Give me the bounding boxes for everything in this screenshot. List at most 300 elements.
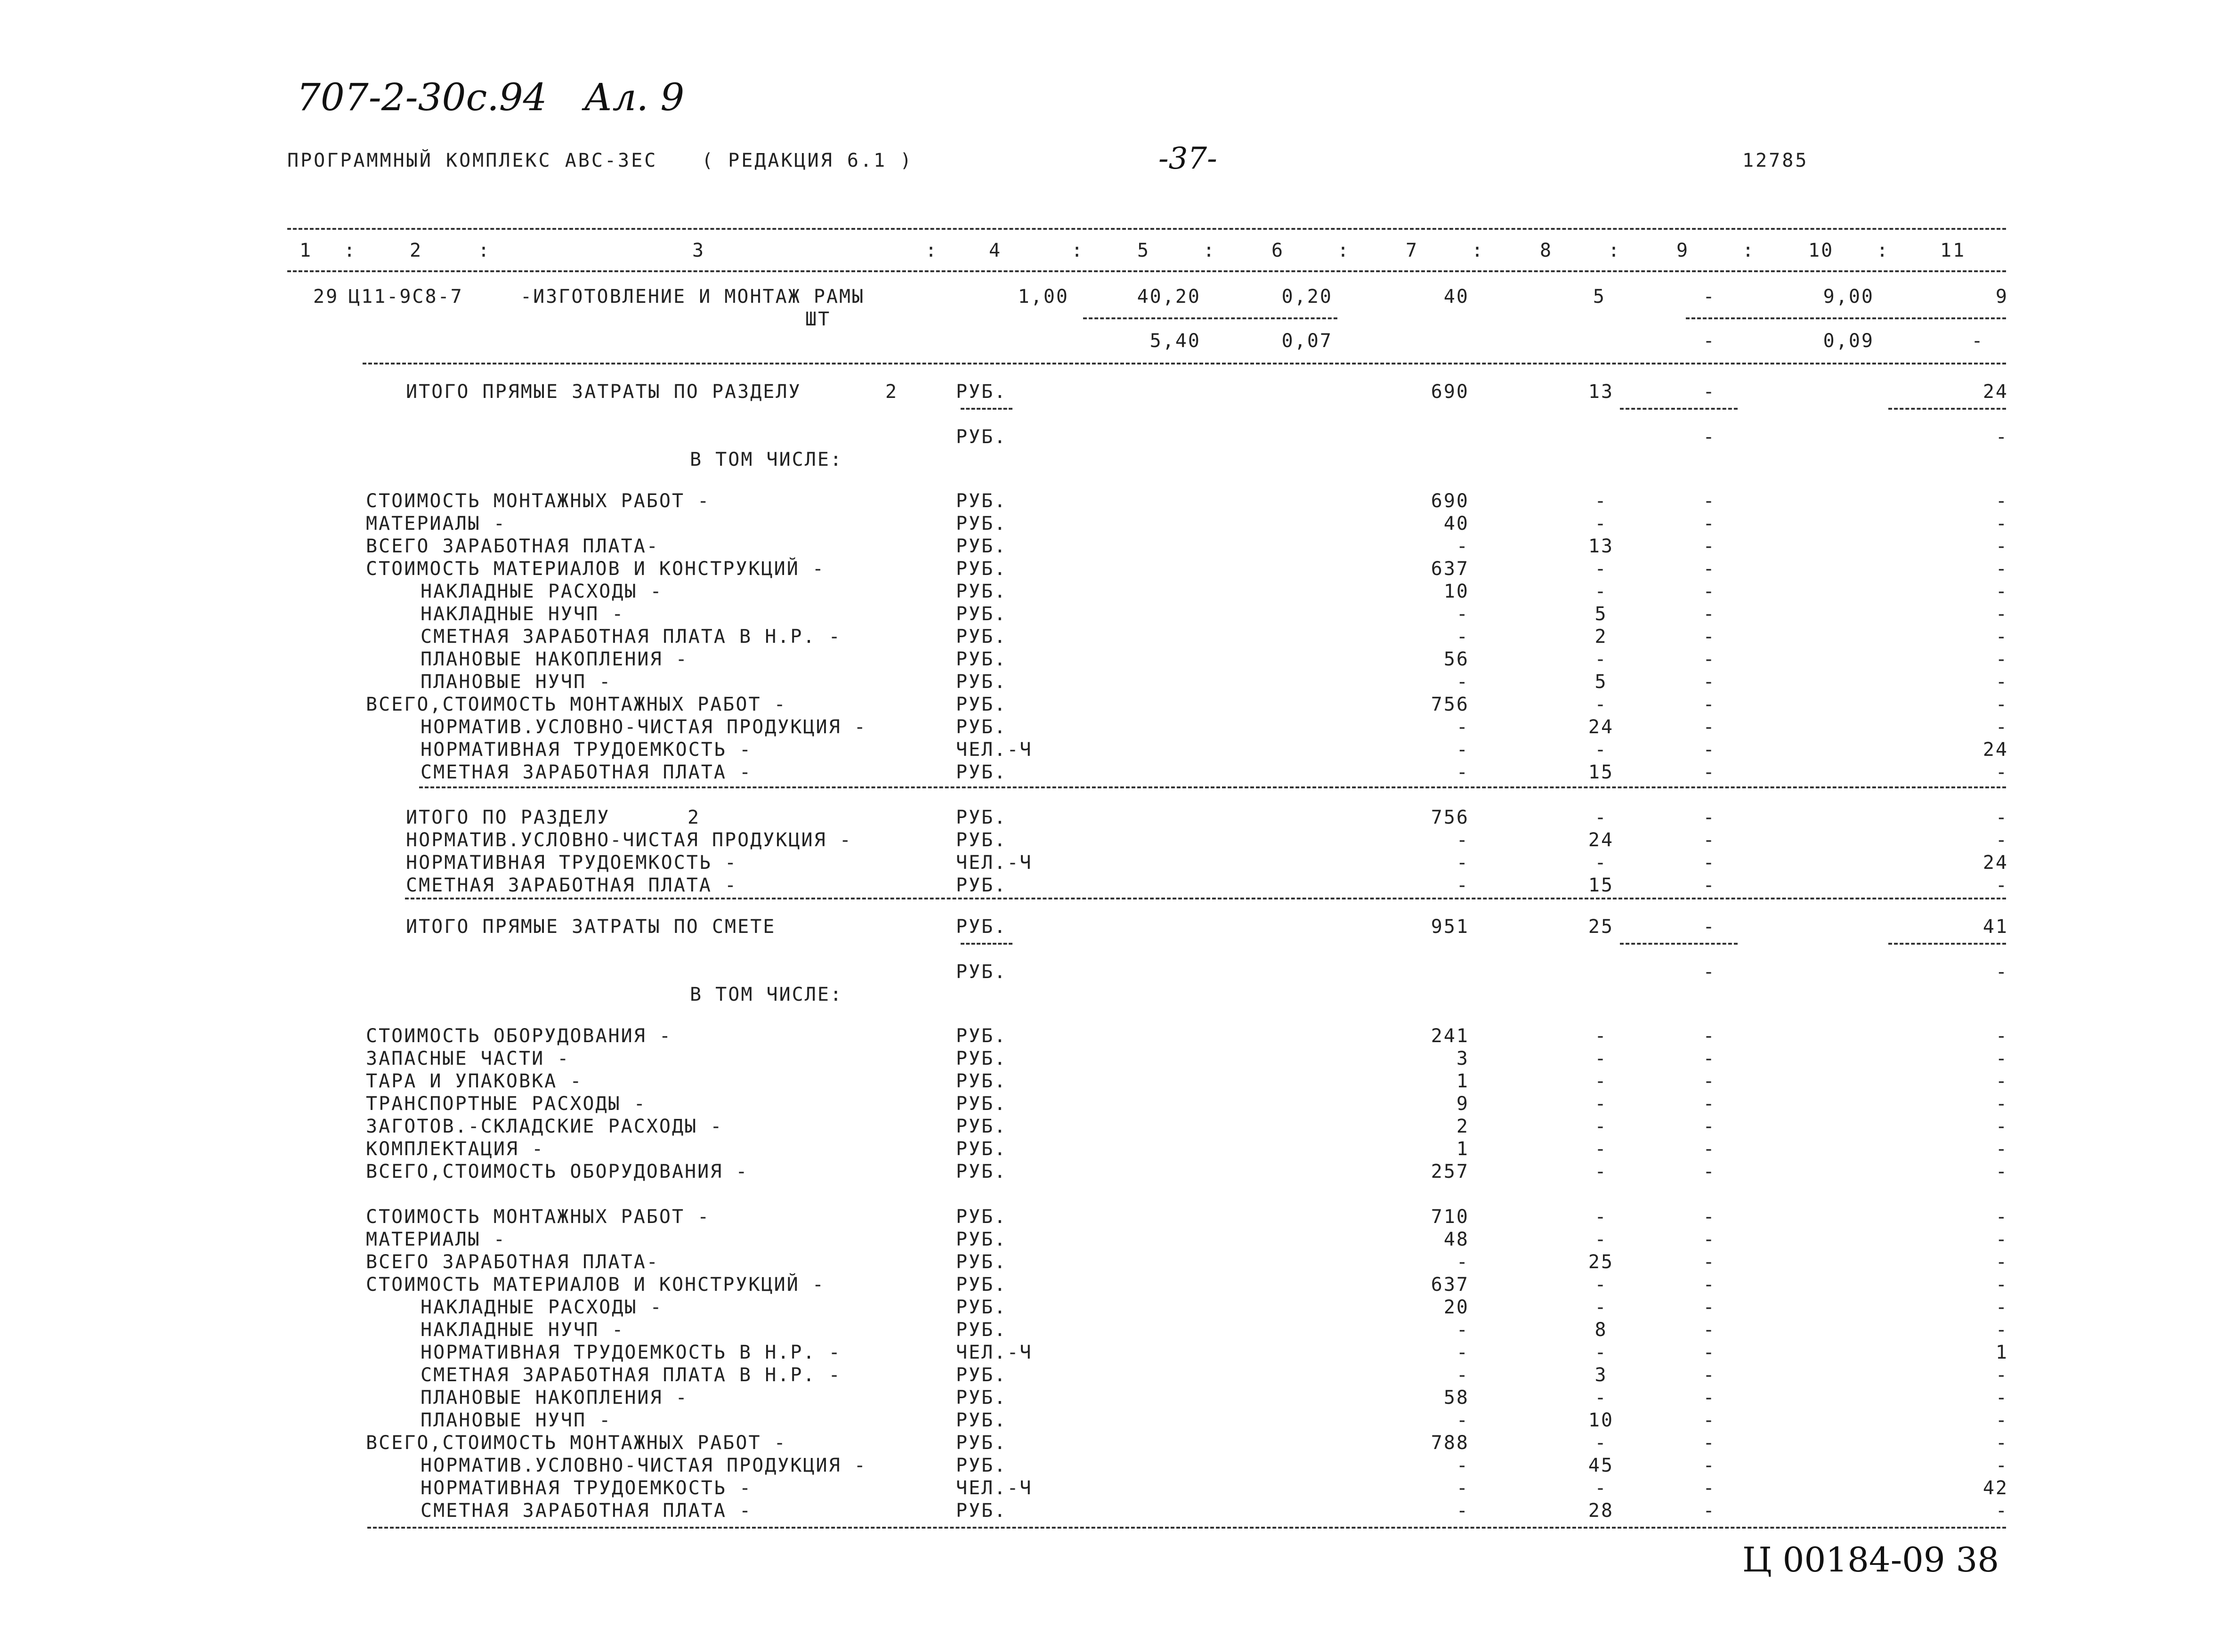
item-c10a: 9,00	[1823, 286, 1874, 308]
row-c11: -	[1995, 648, 2008, 670]
row-unit: РУБ.	[956, 716, 1007, 738]
table-row	[0, 1319, 2225, 1341]
row-label: ИТОГО ПО РАЗДЕЛУ	[406, 807, 610, 828]
table-row	[0, 671, 2225, 693]
row-c7: -	[1456, 535, 1469, 557]
row-c7: 257	[1431, 1161, 1469, 1182]
row-c11: -	[1995, 1161, 2008, 1182]
row-c8: 13	[1588, 535, 1614, 557]
col-num-10: 10	[1808, 240, 1834, 261]
row-label: ПЛАНОВЫЕ НУЧП -	[421, 671, 612, 693]
row-c9: -	[1703, 1432, 1716, 1454]
row-c7: 2	[1456, 1116, 1469, 1137]
row-unit: РУБ.	[956, 535, 1007, 557]
row-unit: РУБ.	[956, 581, 1007, 602]
row-unit: РУБ.	[956, 1229, 1007, 1250]
row-c11: -	[1995, 807, 2008, 828]
row-c8: 24	[1588, 716, 1614, 738]
row-label: НАКЛАДНЫЕ НУЧП -	[421, 603, 625, 625]
row-label: ЗАПАСНЫЕ ЧАСТИ -	[366, 1048, 570, 1069]
row-c11: -	[1995, 1455, 2008, 1476]
item-c5b: 5,40	[1149, 330, 1201, 352]
row-c8: -	[1594, 1070, 1608, 1092]
table-row	[0, 1341, 2225, 1364]
col-num-3: 3	[692, 240, 705, 261]
row-label: НОРМАТИВ.УСЛОВНО-ЧИСТАЯ ПРОДУКЦИЯ -	[421, 716, 867, 738]
sheet-label: Ал. 9	[584, 75, 685, 119]
row-label: КОМПЛЕКТАЦИЯ -	[366, 1138, 545, 1160]
row-c9: -	[1703, 716, 1716, 738]
subtotal-underline	[1888, 408, 2006, 410]
row-label: СМЕТНАЯ ЗАРАБОТНАЯ ПЛАТА -	[406, 875, 738, 896]
row-c8: -	[1594, 648, 1608, 670]
subtotal-underline	[1620, 943, 1738, 945]
row-c11: -	[1995, 603, 2008, 625]
row-unit: РУБ.	[956, 1093, 1007, 1115]
row-c8: -	[1594, 1477, 1608, 1499]
row-unit: РУБ.	[956, 426, 1007, 448]
row-c7: 3	[1456, 1048, 1469, 1069]
row-label: ВСЕГО ЗАРАБОТНАЯ ПЛАТА-	[366, 535, 659, 557]
program-name: ПРОГРАММНЫЙ КОМПЛЕКС АВС-ЗЕС	[287, 150, 658, 171]
item-c11b: -	[1971, 330, 1984, 352]
row-unit: РУБ.	[956, 1432, 1007, 1454]
row-c7: -	[1456, 875, 1469, 896]
row-unit: РУБ.	[956, 961, 1007, 983]
row-label: СМЕТНАЯ ЗАРАБОТНАЯ ПЛАТА В Н.Р. -	[421, 1364, 841, 1386]
row-c9: -	[1703, 1296, 1716, 1318]
table-row	[0, 1206, 2225, 1228]
row-c7: 1	[1456, 1138, 1469, 1160]
item-c8: 5	[1593, 286, 1606, 308]
row-c8: 15	[1588, 761, 1614, 783]
row-c7: -	[1456, 671, 1469, 693]
item-c6b: 0,07	[1281, 330, 1333, 352]
row-c9: -	[1703, 694, 1716, 715]
row-c8: 25	[1588, 1251, 1614, 1273]
row-c9: -	[1703, 875, 1716, 896]
row-unit: РУБ.	[956, 1161, 1007, 1182]
row-c9: -	[1703, 581, 1716, 602]
row-c11: -	[1995, 875, 2008, 896]
row-c11: -	[1995, 671, 2008, 693]
section-rule	[363, 363, 2006, 364]
row-label: ИТОГО ПРЯМЫЕ ЗАТРАТЫ ПО СМЕТЕ	[406, 916, 776, 938]
item-qty: 1,00	[1018, 286, 1069, 308]
row-c11: -	[1995, 535, 2008, 557]
row-c8: -	[1594, 852, 1608, 874]
row-unit: РУБ.	[956, 1455, 1007, 1476]
row-c9: -	[1703, 558, 1716, 580]
row-c8: -	[1594, 1116, 1608, 1137]
row-c9: -	[1703, 961, 1716, 983]
row-c8: 13	[1588, 381, 1614, 403]
row-unit: РУБ.	[956, 490, 1007, 512]
table-row	[0, 1160, 2225, 1183]
table-row	[0, 381, 2225, 403]
row-c7: 637	[1431, 1274, 1469, 1296]
row-label: СТОИМОСТЬ МАТЕРИАЛОВ И КОНСТРУКЦИЙ -	[366, 1274, 825, 1296]
row-c9: -	[1703, 1342, 1716, 1363]
item-c7: 40	[1443, 286, 1469, 308]
row-unit: ЧЕЛ.-Ч	[956, 739, 1033, 761]
table-row	[0, 1093, 2225, 1115]
col-sep: :	[1742, 240, 1756, 261]
row-unit: РУБ.	[956, 829, 1007, 851]
row-unit: РУБ.	[956, 875, 1007, 896]
row-c8: -	[1594, 581, 1608, 602]
row-c11: 42	[1982, 1477, 2008, 1499]
row-c7: -	[1456, 852, 1469, 874]
row-c11: -	[1995, 1432, 2008, 1454]
col-num-4: 4	[989, 240, 1002, 261]
row-c8: 15	[1588, 875, 1614, 896]
section-rule	[405, 898, 2006, 899]
col-num-11: 11	[1940, 240, 1966, 261]
row-c7: -	[1456, 1477, 1469, 1499]
row-unit: РУБ.	[956, 916, 1007, 938]
table-row	[0, 558, 2225, 580]
col-sep: :	[1071, 240, 1084, 261]
table-row	[0, 1499, 2225, 1522]
row-c7: 241	[1431, 1025, 1469, 1047]
row-c9: -	[1703, 916, 1716, 938]
table-row	[0, 490, 2225, 512]
row-c8: -	[1594, 1093, 1608, 1115]
row-c8: 2	[1594, 626, 1608, 648]
item-c10b: 0,09	[1823, 330, 1874, 352]
table-row	[0, 625, 2225, 648]
row-c7: -	[1456, 1251, 1469, 1273]
table-row	[0, 874, 2225, 897]
col-sep: :	[1877, 240, 1890, 261]
row-c9: -	[1703, 1477, 1716, 1499]
table-row	[0, 1047, 2225, 1070]
table-top-rule	[287, 228, 2006, 230]
row-unit: РУБ.	[956, 1500, 1007, 1522]
row-label: НОРМАТИВНАЯ ТРУДОЕМКОСТЬ -	[406, 852, 738, 874]
row-label: СТОИМОСТЬ МОНТАЖНЫХ РАБОТ -	[366, 1206, 711, 1228]
row-c7: 58	[1443, 1387, 1469, 1409]
table-row	[0, 716, 2225, 738]
row-unit: РУБ.	[956, 1364, 1007, 1386]
row-c7: 690	[1431, 490, 1469, 512]
row-c7: 756	[1431, 807, 1469, 828]
table-row	[0, 1251, 2225, 1273]
row-c8: -	[1594, 1342, 1608, 1363]
table-row	[0, 1115, 2225, 1138]
row-unit: ЧЕЛ.-Ч	[956, 852, 1033, 874]
row-unit: РУБ.	[956, 1070, 1007, 1092]
row-label: СМЕТНАЯ ЗАРАБОТНАЯ ПЛАТА -	[421, 761, 752, 783]
row-c9: -	[1703, 829, 1716, 851]
row-c9: -	[1703, 1093, 1716, 1115]
row-label: СТОИМОСТЬ МОНТАЖНЫХ РАБОТ -	[366, 490, 711, 512]
col-sep: :	[1608, 240, 1621, 261]
row-c7: -	[1456, 761, 1469, 783]
row-c8: -	[1594, 1048, 1608, 1069]
col-num-9: 9	[1676, 240, 1690, 261]
row-label: ПЛАНОВЫЕ НАКОПЛЕНИЯ -	[421, 1387, 688, 1409]
table-row	[0, 1477, 2225, 1499]
row-c9: -	[1703, 1116, 1716, 1137]
row-c8: -	[1594, 1206, 1608, 1228]
row-unit: РУБ.	[956, 807, 1007, 828]
row-c11: -	[1995, 581, 2008, 602]
col-num-2: 2	[410, 240, 423, 261]
row-c7: 690	[1431, 381, 1469, 403]
row-c11: -	[1995, 1274, 2008, 1296]
row-c11: -	[1995, 1048, 2008, 1069]
row-c11: -	[1995, 513, 2008, 534]
row-c11: -	[1995, 1093, 2008, 1115]
row-unit: РУБ.	[956, 694, 1007, 715]
row-c7: 1	[1456, 1070, 1469, 1092]
table-row	[0, 648, 2225, 671]
row-label: В ТОМ ЧИСЛЕ:	[690, 984, 843, 1005]
subtotal-underline	[1620, 408, 1738, 410]
row-c7: -	[1456, 716, 1469, 738]
row-label: ВСЕГО ЗАРАБОТНАЯ ПЛАТА-	[366, 1251, 659, 1273]
table-row	[0, 1070, 2225, 1093]
row-label: СТОИМОСТЬ ОБОРУДОВАНИЯ -	[366, 1025, 672, 1047]
table-row	[0, 738, 2225, 761]
table-row	[0, 961, 2225, 983]
row-c8: -	[1594, 1387, 1608, 1409]
row-c9: -	[1703, 1387, 1716, 1409]
row-label: НАКЛАДНЫЕ НУЧП -	[421, 1319, 625, 1341]
item-sub-rule	[1686, 317, 2006, 319]
row-c8: -	[1594, 558, 1608, 580]
row-unit: РУБ.	[956, 513, 1007, 534]
row-label: НОРМАТИВНАЯ ТРУДОЕМКОСТЬ -	[421, 739, 752, 761]
row-label: МАТЕРИАЛЫ -	[366, 1229, 506, 1250]
item-second-row	[0, 330, 2225, 352]
row-unit: РУБ.	[956, 1296, 1007, 1318]
row-c9: -	[1703, 739, 1716, 761]
row-c9: -	[1703, 1319, 1716, 1341]
table-row	[0, 1228, 2225, 1251]
row-c8: -	[1594, 1229, 1608, 1250]
row-unit: РУБ.	[956, 1274, 1007, 1296]
row-c9: -	[1703, 1229, 1716, 1250]
row-c9: -	[1703, 490, 1716, 512]
row-c7: -	[1456, 626, 1469, 648]
row-unit: РУБ.	[956, 1138, 1007, 1160]
row-c8: -	[1594, 1296, 1608, 1318]
row-c11: -	[1995, 1251, 2008, 1273]
row-c7: 9	[1456, 1093, 1469, 1115]
row-label: ВСЕГО,СТОИМОСТЬ ОБОРУДОВАНИЯ -	[366, 1161, 749, 1182]
row-c8: -	[1594, 490, 1608, 512]
row-c8: -	[1594, 739, 1608, 761]
table-row	[0, 1025, 2225, 1047]
row-c7: 20	[1443, 1296, 1469, 1318]
row-c11: -	[1995, 694, 2008, 715]
col-sep: :	[1472, 240, 1485, 261]
row-label: ПЛАНОВЫЕ НАКОПЛЕНИЯ -	[421, 648, 688, 670]
row-label: СМЕТНАЯ ЗАРАБОТНАЯ ПЛАТА В Н.Р. -	[421, 626, 841, 648]
table-row	[0, 1409, 2225, 1432]
row-c11: 41	[1982, 916, 2008, 938]
row-c8: 28	[1588, 1500, 1614, 1522]
row-c9: -	[1703, 1500, 1716, 1522]
row-c7: 40	[1443, 513, 1469, 534]
row-label: СМЕТНАЯ ЗАРАБОТНАЯ ПЛАТА -	[421, 1500, 752, 1522]
row-c8: 8	[1594, 1319, 1608, 1341]
table-header-rule	[287, 270, 2006, 272]
row-c9: -	[1703, 626, 1716, 648]
row-c8: 3	[1594, 1364, 1608, 1386]
item-unit: ШТ	[805, 308, 831, 330]
row-c11: -	[1995, 1229, 2008, 1250]
row-c9: -	[1703, 426, 1716, 448]
table-row	[0, 603, 2225, 625]
row-label: НАКЛАДНЫЕ РАСХОДЫ -	[421, 581, 663, 602]
footer-stamp: Ц 00184-09 38	[1742, 1540, 1999, 1579]
row-c7: 637	[1431, 558, 1469, 580]
row-c8: -	[1594, 1025, 1608, 1047]
row-c9: -	[1703, 1025, 1716, 1047]
row-c8: -	[1594, 1274, 1608, 1296]
row-unit: РУБ.	[956, 1048, 1007, 1069]
row-label: МАТЕРИАЛЫ -	[366, 513, 506, 534]
row-label: НАКЛАДНЫЕ РАСХОДЫ -	[421, 1296, 663, 1318]
col-sep: :	[478, 240, 491, 261]
item-c11: 9	[1995, 286, 2008, 308]
document-code: 707-2-30с.94	[297, 75, 547, 119]
row-c11: -	[1995, 829, 2008, 851]
row-c11: -	[1995, 961, 2008, 983]
row-unit: РУБ.	[956, 648, 1007, 670]
item-row	[0, 285, 2225, 308]
row-c7: 710	[1431, 1206, 1469, 1228]
row-c7: 56	[1443, 648, 1469, 670]
row-unit: РУБ.	[956, 761, 1007, 783]
table-row	[0, 761, 2225, 784]
row-c7: -	[1456, 1364, 1469, 1386]
table-row	[0, 851, 2225, 874]
row-label: ПЛАНОВЫЕ НУЧП -	[421, 1409, 612, 1431]
table-row	[0, 829, 2225, 851]
row-c7: 788	[1431, 1432, 1469, 1454]
row-c9: -	[1703, 852, 1716, 874]
row-unit: РУБ.	[956, 1409, 1007, 1431]
row-c8: 25	[1588, 916, 1614, 938]
table-bottom-rule	[367, 1527, 2006, 1529]
item-number: 29	[313, 286, 339, 308]
row-label: НОРМАТИВНАЯ ТРУДОЕМКОСТЬ В Н.Р. -	[421, 1342, 841, 1363]
row-c9: -	[1703, 1070, 1716, 1092]
row-c9: -	[1703, 761, 1716, 783]
row-unit: РУБ.	[956, 1251, 1007, 1273]
row-c8: -	[1594, 513, 1608, 534]
row-c8: -	[1594, 1138, 1608, 1160]
row-c7: -	[1456, 829, 1469, 851]
row-unit: РУБ.	[956, 1319, 1007, 1341]
row-c9: -	[1703, 1138, 1716, 1160]
row-c11: -	[1995, 1364, 2008, 1386]
row-c7: -	[1456, 1319, 1469, 1341]
row-c11: -	[1995, 1138, 2008, 1160]
row-c11: -	[1995, 1409, 2008, 1431]
edition-label: ( РЕДАКЦИЯ 6.1 )	[702, 150, 914, 171]
row-label: ВСЕГО,СТОИМОСТЬ МОНТАЖНЫХ РАБОТ -	[366, 1432, 787, 1454]
row-label: ЗАГОТОВ.-СКЛАДСКИЕ РАСХОДЫ -	[366, 1116, 723, 1137]
row-c9: -	[1703, 381, 1716, 403]
row-c7: -	[1456, 1342, 1469, 1363]
row-c7: 756	[1431, 694, 1469, 715]
col-sep: :	[1203, 240, 1216, 261]
row-unit: РУБ.	[956, 671, 1007, 693]
table-row	[0, 580, 2225, 603]
row-c11: -	[1995, 1206, 2008, 1228]
row-c9: -	[1703, 1161, 1716, 1182]
item-sub-rule	[1083, 317, 1337, 319]
row-c8: 10	[1588, 1409, 1614, 1431]
row-c9: -	[1703, 807, 1716, 828]
row-c11: -	[1995, 1296, 2008, 1318]
row-c9: -	[1703, 1364, 1716, 1386]
row-unit: РУБ.	[956, 1387, 1007, 1409]
row-section-number: 2	[885, 381, 898, 403]
row-label: ВСЕГО,СТОИМОСТЬ МОНТАЖНЫХ РАБОТ -	[366, 694, 787, 715]
item-c9b: -	[1703, 330, 1716, 352]
row-c11: -	[1995, 1319, 2008, 1341]
row-label: В ТОМ ЧИСЛЕ:	[690, 449, 843, 470]
table-row	[0, 915, 2225, 938]
row-c7: 10	[1443, 581, 1469, 602]
row-c11: -	[1995, 1116, 2008, 1137]
row-c11: -	[1995, 1070, 2008, 1092]
row-c9: -	[1703, 1251, 1716, 1273]
table-row	[0, 693, 2225, 716]
row-c11: -	[1995, 716, 2008, 738]
row-c9: -	[1703, 1409, 1716, 1431]
row-c11: -	[1995, 1025, 2008, 1047]
document-number: 12785	[1742, 150, 1809, 171]
row-c11: -	[1995, 626, 2008, 648]
row-c11: -	[1995, 761, 2008, 783]
row-c9: -	[1703, 1274, 1716, 1296]
row-unit: РУБ.	[956, 381, 1007, 403]
row-unit: РУБ.	[956, 1116, 1007, 1137]
table-row	[0, 1138, 2225, 1160]
row-label: ИТОГО ПРЯМЫЕ ЗАТРАТЫ ПО РАЗДЕЛУ	[406, 381, 801, 403]
row-c11: -	[1995, 1387, 2008, 1409]
row-c8: -	[1594, 807, 1608, 828]
item-code: Ц11-9С8-7	[348, 286, 463, 308]
item-c6a: 0,20	[1281, 286, 1333, 308]
subtotal-underline	[961, 943, 1012, 945]
subtotal-underline	[1888, 943, 2006, 945]
item-c5a: 40,20	[1137, 286, 1201, 308]
item-name: -ИЗГОТОВЛЕНИЕ И МОНТАЖ РАМЫ	[520, 286, 865, 308]
row-c11: -	[1995, 1500, 2008, 1522]
item-unit-row	[0, 308, 2225, 331]
row-c7: -	[1456, 603, 1469, 625]
row-c11: -	[1995, 558, 2008, 580]
col-num-7: 7	[1406, 240, 1419, 261]
row-unit: РУБ.	[956, 626, 1007, 648]
table-row	[0, 1364, 2225, 1386]
row-c11: 24	[1982, 739, 2008, 761]
row-c8: -	[1594, 694, 1608, 715]
col-num-5: 5	[1137, 240, 1150, 261]
row-c11: -	[1995, 490, 2008, 512]
column-number-row	[0, 239, 2225, 262]
row-c9: -	[1703, 535, 1716, 557]
